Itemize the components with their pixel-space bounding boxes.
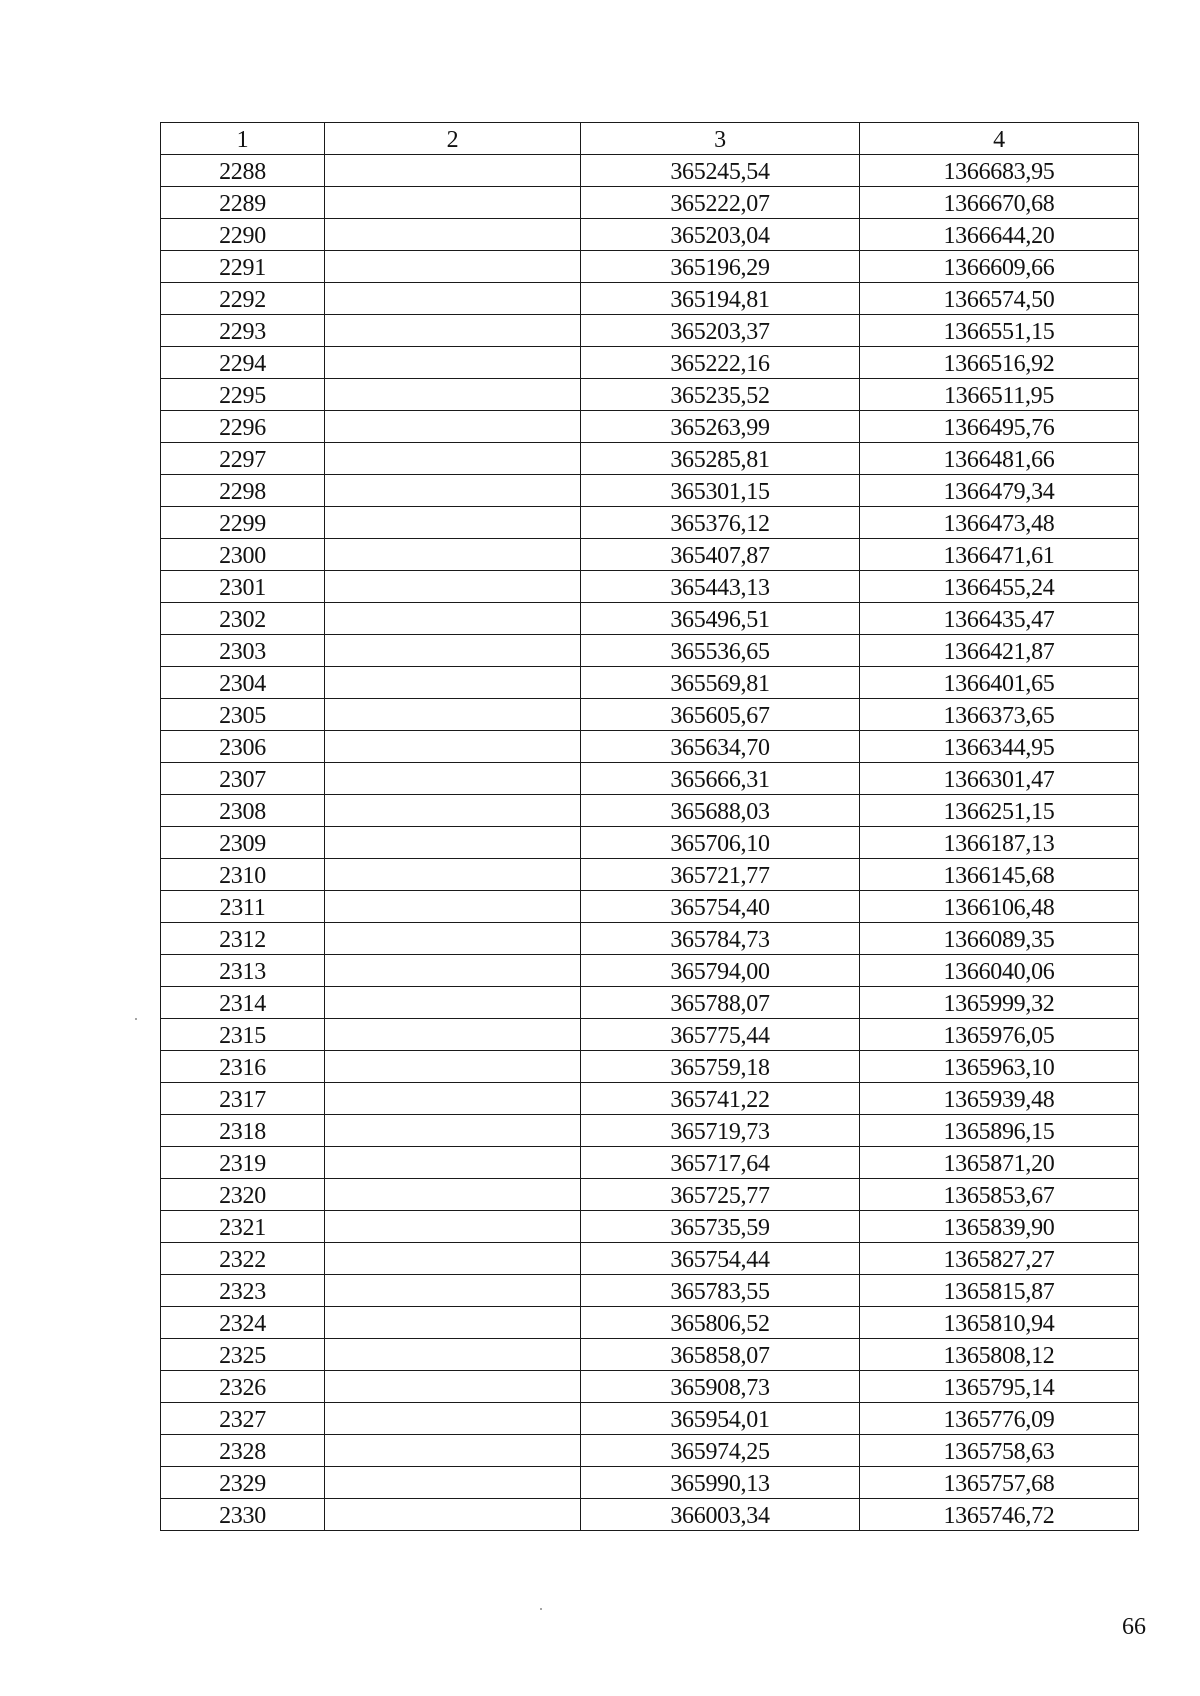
point-number-cell: 2316 — [161, 1051, 325, 1083]
y-coordinate-cell: 1366479,34 — [860, 475, 1139, 507]
point-number-cell: 2305 — [161, 699, 325, 731]
x-coordinate-cell: 365794,00 — [581, 955, 860, 987]
point-number-cell: 2324 — [161, 1307, 325, 1339]
x-coordinate-cell: 365536,65 — [581, 635, 860, 667]
x-coordinate-cell: 365605,67 — [581, 699, 860, 731]
empty-cell — [325, 955, 581, 987]
table-row — [161, 987, 1139, 1019]
header-cell-2: 2 — [325, 123, 581, 155]
empty-cell — [325, 1083, 581, 1115]
point-number-cell: 2295 — [161, 379, 325, 411]
empty-cell — [325, 1019, 581, 1051]
point-number-cell: 2321 — [161, 1211, 325, 1243]
table-row — [161, 187, 1139, 219]
y-coordinate-cell: 1366040,06 — [860, 955, 1139, 987]
scan-speck — [540, 1608, 542, 1610]
y-coordinate-cell: 1366644,20 — [860, 219, 1139, 251]
table-header-row — [161, 123, 1139, 155]
empty-cell — [325, 1307, 581, 1339]
y-coordinate-cell: 1366471,61 — [860, 539, 1139, 571]
header-cell-3: 3 — [581, 123, 860, 155]
empty-cell — [325, 923, 581, 955]
empty-cell — [325, 1403, 581, 1435]
x-coordinate-cell: 365203,04 — [581, 219, 860, 251]
table-row — [161, 1147, 1139, 1179]
point-number-cell: 2323 — [161, 1275, 325, 1307]
empty-cell — [325, 1211, 581, 1243]
empty-cell — [325, 475, 581, 507]
point-number-cell: 2300 — [161, 539, 325, 571]
point-number-cell: 2290 — [161, 219, 325, 251]
point-number-cell: 2315 — [161, 1019, 325, 1051]
table-row — [161, 155, 1139, 187]
point-number-cell: 2312 — [161, 923, 325, 955]
x-coordinate-cell: 365376,12 — [581, 507, 860, 539]
point-number-cell: 2296 — [161, 411, 325, 443]
point-number-cell: 2328 — [161, 1435, 325, 1467]
x-coordinate-cell: 365222,07 — [581, 187, 860, 219]
y-coordinate-cell: 1365963,10 — [860, 1051, 1139, 1083]
table-row — [161, 571, 1139, 603]
x-coordinate-cell: 365222,16 — [581, 347, 860, 379]
x-coordinate-cell: 365908,73 — [581, 1371, 860, 1403]
table-body — [161, 123, 1139, 1531]
table-row — [161, 1403, 1139, 1435]
table-row — [161, 827, 1139, 859]
table-row — [161, 955, 1139, 987]
x-coordinate-cell: 365301,15 — [581, 475, 860, 507]
table-row — [161, 1019, 1139, 1051]
point-number-cell: 2318 — [161, 1115, 325, 1147]
empty-cell — [325, 155, 581, 187]
y-coordinate-cell: 1365795,14 — [860, 1371, 1139, 1403]
y-coordinate-cell: 1365827,27 — [860, 1243, 1139, 1275]
y-coordinate-cell: 1365746,72 — [860, 1499, 1139, 1531]
empty-cell — [325, 507, 581, 539]
y-coordinate-cell: 1365853,67 — [860, 1179, 1139, 1211]
y-coordinate-cell: 1365808,12 — [860, 1339, 1139, 1371]
x-coordinate-cell: 365443,13 — [581, 571, 860, 603]
x-coordinate-cell: 365721,77 — [581, 859, 860, 891]
x-coordinate-cell: 365858,07 — [581, 1339, 860, 1371]
empty-cell — [325, 1339, 581, 1371]
x-coordinate-cell: 365741,22 — [581, 1083, 860, 1115]
table-row — [161, 763, 1139, 795]
empty-cell — [325, 603, 581, 635]
empty-cell — [325, 1499, 581, 1531]
page-number: 66 — [1122, 1614, 1146, 1640]
empty-cell — [325, 635, 581, 667]
empty-cell — [325, 347, 581, 379]
empty-cell — [325, 731, 581, 763]
y-coordinate-cell: 1366145,68 — [860, 859, 1139, 891]
y-coordinate-cell: 1366421,87 — [860, 635, 1139, 667]
point-number-cell: 2301 — [161, 571, 325, 603]
table-row — [161, 731, 1139, 763]
point-number-cell: 2309 — [161, 827, 325, 859]
x-coordinate-cell: 365725,77 — [581, 1179, 860, 1211]
x-coordinate-cell: 365788,07 — [581, 987, 860, 1019]
table-row — [161, 507, 1139, 539]
y-coordinate-cell: 1366089,35 — [860, 923, 1139, 955]
point-number-cell: 2311 — [161, 891, 325, 923]
empty-cell — [325, 859, 581, 891]
x-coordinate-cell: 365974,25 — [581, 1435, 860, 1467]
y-coordinate-cell: 1365815,87 — [860, 1275, 1139, 1307]
table-row — [161, 251, 1139, 283]
y-coordinate-cell: 1366511,95 — [860, 379, 1139, 411]
point-number-cell: 2288 — [161, 155, 325, 187]
x-coordinate-cell: 365954,01 — [581, 1403, 860, 1435]
point-number-cell: 2319 — [161, 1147, 325, 1179]
table-row — [161, 1499, 1139, 1531]
point-number-cell: 2327 — [161, 1403, 325, 1435]
table-row — [161, 1275, 1139, 1307]
table-row — [161, 539, 1139, 571]
y-coordinate-cell: 1365999,32 — [860, 987, 1139, 1019]
table-row — [161, 699, 1139, 731]
y-coordinate-cell: 1366516,92 — [860, 347, 1139, 379]
point-number-cell: 2308 — [161, 795, 325, 827]
empty-cell — [325, 1275, 581, 1307]
y-coordinate-cell: 1366344,95 — [860, 731, 1139, 763]
table-row — [161, 1179, 1139, 1211]
empty-cell — [325, 539, 581, 571]
table-row — [161, 1115, 1139, 1147]
point-number-cell: 2322 — [161, 1243, 325, 1275]
empty-cell — [325, 219, 581, 251]
empty-cell — [325, 1435, 581, 1467]
x-coordinate-cell: 365806,52 — [581, 1307, 860, 1339]
y-coordinate-cell: 1366301,47 — [860, 763, 1139, 795]
table-row — [161, 1435, 1139, 1467]
scan-speck — [135, 1018, 137, 1020]
x-coordinate-cell: 365203,37 — [581, 315, 860, 347]
empty-cell — [325, 1051, 581, 1083]
point-number-cell: 2304 — [161, 667, 325, 699]
x-coordinate-cell: 365754,40 — [581, 891, 860, 923]
point-number-cell: 2310 — [161, 859, 325, 891]
x-coordinate-cell: 365719,73 — [581, 1115, 860, 1147]
x-coordinate-cell: 365735,59 — [581, 1211, 860, 1243]
point-number-cell: 2329 — [161, 1467, 325, 1499]
empty-cell — [325, 571, 581, 603]
table-row — [161, 1339, 1139, 1371]
y-coordinate-cell: 1366106,48 — [860, 891, 1139, 923]
table-row — [161, 635, 1139, 667]
y-coordinate-cell: 1366609,66 — [860, 251, 1139, 283]
x-coordinate-cell: 365688,03 — [581, 795, 860, 827]
point-number-cell: 2297 — [161, 443, 325, 475]
empty-cell — [325, 187, 581, 219]
empty-cell — [325, 891, 581, 923]
point-number-cell: 2326 — [161, 1371, 325, 1403]
y-coordinate-cell: 1365757,68 — [860, 1467, 1139, 1499]
empty-cell — [325, 1243, 581, 1275]
table-row — [161, 475, 1139, 507]
y-coordinate-cell: 1366187,13 — [860, 827, 1139, 859]
y-coordinate-cell: 1365810,94 — [860, 1307, 1139, 1339]
x-coordinate-cell: 365569,81 — [581, 667, 860, 699]
point-number-cell: 2291 — [161, 251, 325, 283]
x-coordinate-cell: 365717,64 — [581, 1147, 860, 1179]
y-coordinate-cell: 1366551,15 — [860, 315, 1139, 347]
empty-cell — [325, 411, 581, 443]
y-coordinate-cell: 1366401,65 — [860, 667, 1139, 699]
table-row — [161, 411, 1139, 443]
point-number-cell: 2313 — [161, 955, 325, 987]
table-row — [161, 667, 1139, 699]
coordinates-table — [160, 122, 1139, 1531]
empty-cell — [325, 1467, 581, 1499]
empty-cell — [325, 1147, 581, 1179]
point-number-cell: 2289 — [161, 187, 325, 219]
y-coordinate-cell: 1366251,15 — [860, 795, 1139, 827]
x-coordinate-cell: 365775,44 — [581, 1019, 860, 1051]
y-coordinate-cell: 1366670,68 — [860, 187, 1139, 219]
table-row — [161, 1083, 1139, 1115]
y-coordinate-cell: 1365839,90 — [860, 1211, 1139, 1243]
coordinates-table-container — [160, 122, 1138, 1531]
y-coordinate-cell: 1366455,24 — [860, 571, 1139, 603]
point-number-cell: 2303 — [161, 635, 325, 667]
empty-cell — [325, 251, 581, 283]
y-coordinate-cell: 1365976,05 — [860, 1019, 1139, 1051]
empty-cell — [325, 795, 581, 827]
x-coordinate-cell: 365245,54 — [581, 155, 860, 187]
table-row — [161, 219, 1139, 251]
empty-cell — [325, 1371, 581, 1403]
empty-cell — [325, 283, 581, 315]
x-coordinate-cell: 365407,87 — [581, 539, 860, 571]
y-coordinate-cell: 1366435,47 — [860, 603, 1139, 635]
point-number-cell: 2299 — [161, 507, 325, 539]
point-number-cell: 2293 — [161, 315, 325, 347]
point-number-cell: 2306 — [161, 731, 325, 763]
table-row — [161, 923, 1139, 955]
x-coordinate-cell: 365194,81 — [581, 283, 860, 315]
table-row — [161, 1243, 1139, 1275]
table-row — [161, 1051, 1139, 1083]
point-number-cell: 2302 — [161, 603, 325, 635]
empty-cell — [325, 443, 581, 475]
table-row — [161, 603, 1139, 635]
table-row — [161, 1467, 1139, 1499]
x-coordinate-cell: 365285,81 — [581, 443, 860, 475]
point-number-cell: 2298 — [161, 475, 325, 507]
header-cell-4: 4 — [860, 123, 1139, 155]
table-row — [161, 443, 1139, 475]
table-row — [161, 379, 1139, 411]
header-cell-1: 1 — [161, 123, 325, 155]
x-coordinate-cell: 366003,34 — [581, 1499, 860, 1531]
y-coordinate-cell: 1365758,63 — [860, 1435, 1139, 1467]
x-coordinate-cell: 365783,55 — [581, 1275, 860, 1307]
point-number-cell: 2292 — [161, 283, 325, 315]
y-coordinate-cell: 1366473,48 — [860, 507, 1139, 539]
table-row — [161, 1307, 1139, 1339]
table-row — [161, 1211, 1139, 1243]
x-coordinate-cell: 365196,29 — [581, 251, 860, 283]
x-coordinate-cell: 365754,44 — [581, 1243, 860, 1275]
x-coordinate-cell: 365666,31 — [581, 763, 860, 795]
y-coordinate-cell: 1366495,76 — [860, 411, 1139, 443]
table-row — [161, 859, 1139, 891]
y-coordinate-cell: 1366683,95 — [860, 155, 1139, 187]
empty-cell — [325, 699, 581, 731]
y-coordinate-cell: 1366481,66 — [860, 443, 1139, 475]
y-coordinate-cell: 1365871,20 — [860, 1147, 1139, 1179]
table-row — [161, 795, 1139, 827]
table-row — [161, 1371, 1139, 1403]
empty-cell — [325, 1115, 581, 1147]
x-coordinate-cell: 365990,13 — [581, 1467, 860, 1499]
y-coordinate-cell: 1365896,15 — [860, 1115, 1139, 1147]
point-number-cell: 2320 — [161, 1179, 325, 1211]
point-number-cell: 2330 — [161, 1499, 325, 1531]
y-coordinate-cell: 1365939,48 — [860, 1083, 1139, 1115]
x-coordinate-cell: 365235,52 — [581, 379, 860, 411]
point-number-cell: 2317 — [161, 1083, 325, 1115]
table-row — [161, 891, 1139, 923]
y-coordinate-cell: 1366373,65 — [860, 699, 1139, 731]
x-coordinate-cell: 365496,51 — [581, 603, 860, 635]
empty-cell — [325, 827, 581, 859]
empty-cell — [325, 315, 581, 347]
y-coordinate-cell: 1366574,50 — [860, 283, 1139, 315]
table-row — [161, 347, 1139, 379]
point-number-cell: 2314 — [161, 987, 325, 1019]
point-number-cell: 2307 — [161, 763, 325, 795]
y-coordinate-cell: 1365776,09 — [860, 1403, 1139, 1435]
table-row — [161, 283, 1139, 315]
point-number-cell: 2325 — [161, 1339, 325, 1371]
x-coordinate-cell: 365263,99 — [581, 411, 860, 443]
empty-cell — [325, 763, 581, 795]
empty-cell — [325, 379, 581, 411]
x-coordinate-cell: 365706,10 — [581, 827, 860, 859]
x-coordinate-cell: 365759,18 — [581, 1051, 860, 1083]
empty-cell — [325, 1179, 581, 1211]
empty-cell — [325, 667, 581, 699]
x-coordinate-cell: 365784,73 — [581, 923, 860, 955]
x-coordinate-cell: 365634,70 — [581, 731, 860, 763]
empty-cell — [325, 987, 581, 1019]
point-number-cell: 2294 — [161, 347, 325, 379]
table-row — [161, 315, 1139, 347]
